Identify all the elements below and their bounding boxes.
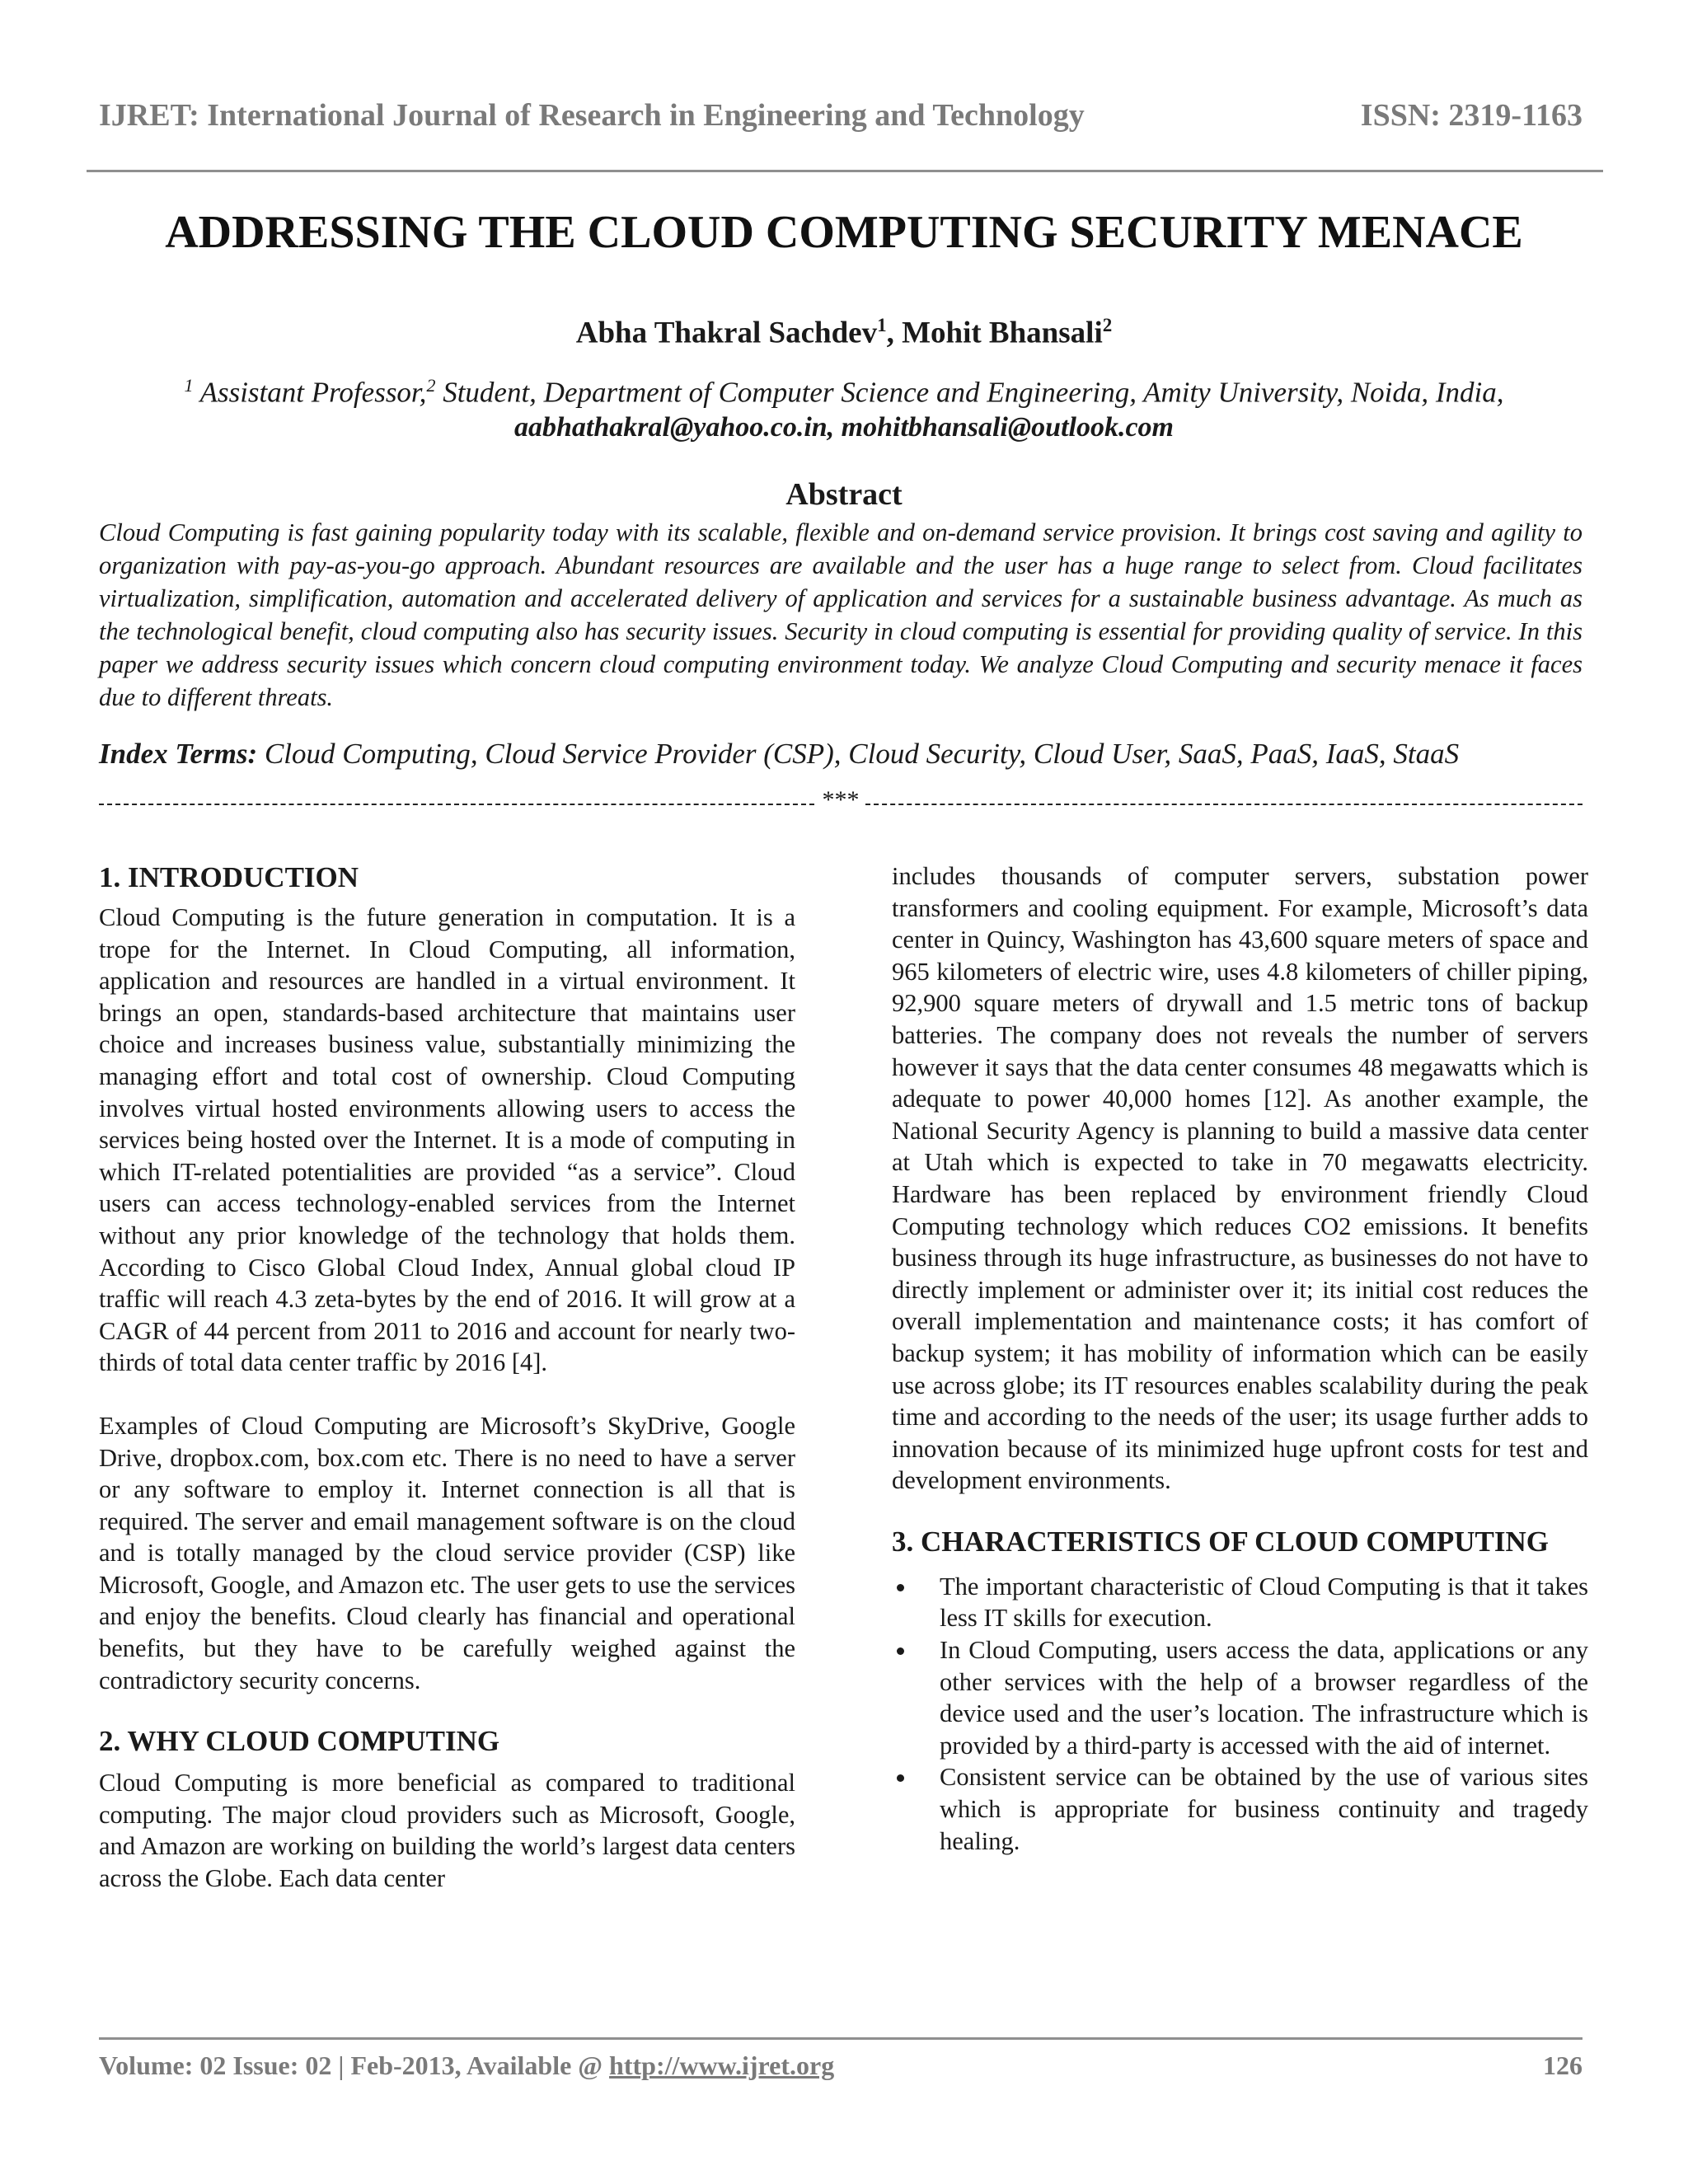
page-footer <box>99 2050 1582 2092</box>
list-item <box>892 1571 1588 1634</box>
footer-issue-text: Volume: 02 Issue: 02 | Feb-2013, Available @ <box>99 2050 610 2080</box>
author-name: Mohit Bhansali <box>902 316 1103 350</box>
issn: ISSN: 2319-1163 <box>1360 98 1582 133</box>
index-terms-label: Index Terms: <box>99 738 258 770</box>
bullet-icon <box>897 1647 904 1655</box>
author-line <box>0 315 1688 350</box>
intro-paragraph-2: Examples of Cloud Computing are Microsoft’s SkyDrive, Google Drive, dropbox.com, box.com etc. There is no need to have a server or any software to employ it. Internet connection is all that is required. The server and email management software is on the cloud and is totally managed by the cloud service provider (CSP) like Microsoft, Google, and Amazon etc. The user gets to use the services and enjoy the benefits. Cloud clearly has financial and operational benefits, but they have to be carefully weighed against the contradictory security concerns. <box>99 1411 795 1694</box>
bullet-icon <box>897 1774 904 1782</box>
list-item-text: In Cloud Computing, users access the data, applications or any other services with the help of a browser regardless of the device used and the user’s location. The infrastructure which is provided by a third-party is accessed with the aid of internet. <box>940 1636 1588 1760</box>
journal-name: IJRET: International Journal of Research in Engineering and Technology <box>99 98 1085 133</box>
index-terms-list: Cloud Computing, Cloud Service Provider (CSP), Cloud Security, Cloud User, SaaS, PaaS, IaaS, StaaS <box>257 738 1460 770</box>
paper-title: ADDRESSING THE CLOUD COMPUTING SECURITY MENACE <box>165 207 1523 258</box>
affiliation-line <box>0 375 1688 410</box>
author-affil-mark: 1 <box>877 315 887 335</box>
page-number: 126 <box>1543 2050 1582 2080</box>
header-divider <box>87 170 1603 172</box>
author-affil-mark: 2 <box>1102 315 1113 335</box>
right-column <box>892 860 1588 1857</box>
running-header <box>99 97 1582 147</box>
list-item <box>892 1761 1588 1857</box>
affil-department: Student, Department of Computer Science and Engineering, Amity University, Noida, India, <box>435 376 1504 409</box>
bullet-icon <box>897 1584 904 1591</box>
author-emails: aabhathakral@yahoo.co.in, mohitbhansali@outlook.com <box>514 412 1174 443</box>
list-item-text: Consistent service can be obtained by the use of various sites which is appropriate for business continuity and tragedy healing. <box>940 1763 1588 1855</box>
section-separator <box>99 790 1582 818</box>
footer-volume-info <box>99 2050 834 2081</box>
list-item-text: The important characteristic of Cloud Computing is that it takes less IT skills for execution. <box>940 1572 1588 1633</box>
left-column <box>99 860 795 1895</box>
affil-role: Assistant Professor, <box>193 376 427 409</box>
affil-mark: 1 <box>184 375 194 396</box>
separator-dashes-left <box>99 804 814 805</box>
separator-dashes-right <box>865 804 1582 805</box>
list-item <box>892 1634 1588 1761</box>
abstract-heading: Abstract <box>785 477 903 512</box>
section-heading-characteristics: 3. CHARACTERISTICS OF CLOUD COMPUTING <box>892 1525 1549 1558</box>
footer-divider <box>99 2037 1582 2040</box>
why-paragraph-1: Cloud Computing is more beneficial as compared to traditional computing. The major cloud providers such as Microsoft, Google, and Amazon are working on building the world’s largest data centers across the Globe. Each data center <box>99 1769 795 1893</box>
characteristics-list <box>892 1571 1588 1857</box>
abstract-body: Cloud Computing is fast gaining popularity today with its scalable, flexible and on-demand service provision. It brings cost saving and agility to organization with pay-as-you-go approach. Abundant resources are available and the user has a huge range to select from. Cloud facilitates virtualization, simplification, automation and accelerated delivery of application and services for a sustainable business advantage. As much as the technological benefit, cloud computing also has security issues. Security in cloud computing is essential for providing quality of service. In this paper we address security issues which concern cloud computing environment today. We analyze Cloud Computing and security menace it faces due to different threats. <box>99 518 1582 711</box>
why-paragraph-1-continued: includes thousands of computer servers, substation power transformers and cooling equipment. For example, Microsoft’s data center in Quincy, Washington has 43,600 square meters of space and 965 kilometers of electric wire, uses 4.8 kilometers of chiller piping, 92,900 square meters of drywall and 1.5 metric tons of backup batteries. The company does not reveals the number of servers however it says that the data center consumes 48 megawatts which is adequate to power 40,000 homes [12]. As another example, the National Security Agency is planning to build a massive data center at Utah which is expected to take in 70 megawatts electricity. Hardware has been replaced by environment friendly Cloud Computing technology which reduces CO2 emissions. It benefits business through its huge infrastructure, as businesses do not have to directly implement or administer over it; its initial cost reduces the overall implementation and maintenance costs; it has comfort of backup system; it has mobility of information which can be easily use across globe; its IT resources enables scalability during the peak time and according to the needs of the user; its usage further adds to innovation because of its minimized huge upfront costs for test and development environments. <box>892 862 1588 1495</box>
intro-paragraph-1: Cloud Computing is the future generation in computation. It is a trope for the Internet. In Cloud Computing, all information, application and resources are handled in a virtual environment. It brings an open, standards-based architecture that maintains user choice and increases business value, substantially minimizing the managing effort and total cost of ownership. Cloud Computing involves virtual hosted environments allowing users to access the services being hosted over the Internet. It is a mode of computing in which IT-related potentialities are provided “as a service”. Cloud users can access technology-enabled services from the Internet without any prior knowledge of the technology that holds them. According to Cisco Global Cloud Index, Annual global cloud IP traffic will reach 4.3 zeta-bytes by the end of 2016. It will grow at a CAGR of 44 percent from 2011 to 2016 and account for nearly two-thirds of total data center traffic by 2016 [4]. <box>99 903 795 1377</box>
index-terms <box>99 738 1582 771</box>
separator-stars: *** <box>822 790 860 813</box>
affil-mark: 2 <box>426 375 436 396</box>
author-name: Abha Thakral Sachdev <box>575 316 878 350</box>
section-heading-introduction: 1. INTRODUCTION <box>99 861 359 893</box>
journal-url-link[interactable]: http://www.ijret.org <box>609 2050 835 2080</box>
section-heading-why-cloud: 2. WHY CLOUD COMPUTING <box>99 1725 500 1758</box>
author-separator: , <box>886 316 903 350</box>
